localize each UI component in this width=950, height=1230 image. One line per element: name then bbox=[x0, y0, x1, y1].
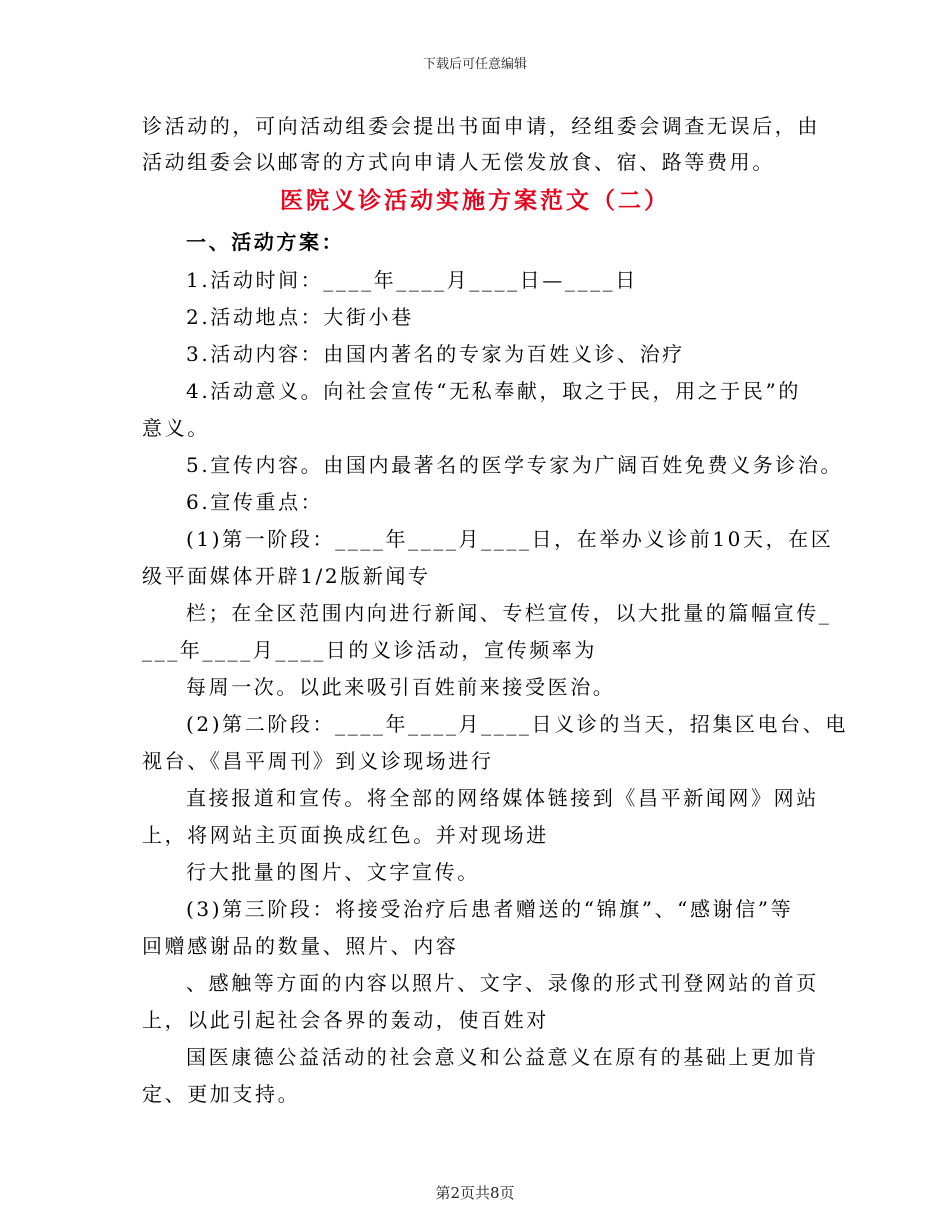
phase3-line-5: 国医康德公益活动的社会意义和公益意义在原有的基础上更加肯 bbox=[186, 1045, 819, 1069]
item-significance: 4.活动意义。向社会宣传“无私奉献，取之于民，用之于民”的 bbox=[186, 379, 801, 403]
item-publicity-content: 5.宣传内容。由国内最著名的医学专家为广阔百姓免费义务诊治。 bbox=[186, 453, 844, 477]
phase2-line-5: 行大批量的图片、文字宣传。 bbox=[186, 860, 480, 884]
document-title: 医院义诊活动实施方案范文（二） bbox=[280, 187, 670, 214]
phase1-line-4: ___年____月____日的义诊活动，宣传频率为 bbox=[142, 638, 597, 662]
section-heading: 一、活动方案： bbox=[186, 230, 345, 254]
continuation-line-2: 活动组委会以邮寄的方式向申请人无偿发放食、宿、路等费用。 bbox=[142, 150, 775, 174]
phase1-line-5: 每周一次。以此来吸引百姓前来接受医治。 bbox=[186, 675, 616, 699]
phase3-line-1: (3)第三阶段：将接受治疗后患者赠送的“锦旗”、“感谢信”等 bbox=[186, 897, 794, 921]
page-number: 第2页共8页 bbox=[435, 1184, 515, 1202]
phase3-line-6: 定、更加支持。 bbox=[142, 1082, 301, 1106]
phase1-line-3: 栏；在全区范围内向进行新闻、专栏宣传，以大批量的篇幅宣传_ bbox=[186, 601, 832, 625]
phase1-line-1: (1)第一阶段：____年____月____日，在举办义诊前10天，在区 bbox=[186, 527, 834, 551]
phase3-line-2: 回赠感谢品的数量、照片、内容 bbox=[142, 934, 459, 958]
continuation-line-1: 诊活动的，可向活动组委会提出书面申请，经组委会调查无误后，由 bbox=[142, 114, 820, 138]
item-content: 3.活动内容：由国内著名的专家为百姓义诊、治疗 bbox=[186, 342, 685, 366]
phase2-line-1: (2)第二阶段：____年____月____日义诊的当天，招集区电台、电 bbox=[186, 712, 848, 736]
phase2-line-3: 直接报道和宣传。将全部的网络媒体链接到《昌平新闻网》网站 bbox=[186, 786, 819, 810]
phase1-line-2: 级平面媒体开辟1/2版新闻专 bbox=[142, 564, 431, 588]
phase3-line-3: 、感触等方面的内容以照片、文字、录像的形式刊登网站的首页 bbox=[186, 971, 819, 995]
phase2-line-2: 视台、《昌平周刊》到义诊现场进行 bbox=[142, 749, 494, 773]
page-header-note: 下载后可任意编辑 bbox=[422, 57, 527, 72]
item-significance-cont: 意义。 bbox=[142, 416, 210, 440]
item-time: 1.活动时间：____年____月____日—____日 bbox=[186, 268, 638, 292]
item-location: 2.活动地点：大街小巷 bbox=[186, 305, 414, 329]
phase3-line-4: 上，以此引起社会各界的轰动，使百姓对 bbox=[142, 1008, 549, 1032]
item-publicity-focus: 6.宣传重点： bbox=[186, 490, 324, 514]
phase2-line-4: 上，将网站主页面换成红色。并对现场进 bbox=[142, 823, 549, 847]
